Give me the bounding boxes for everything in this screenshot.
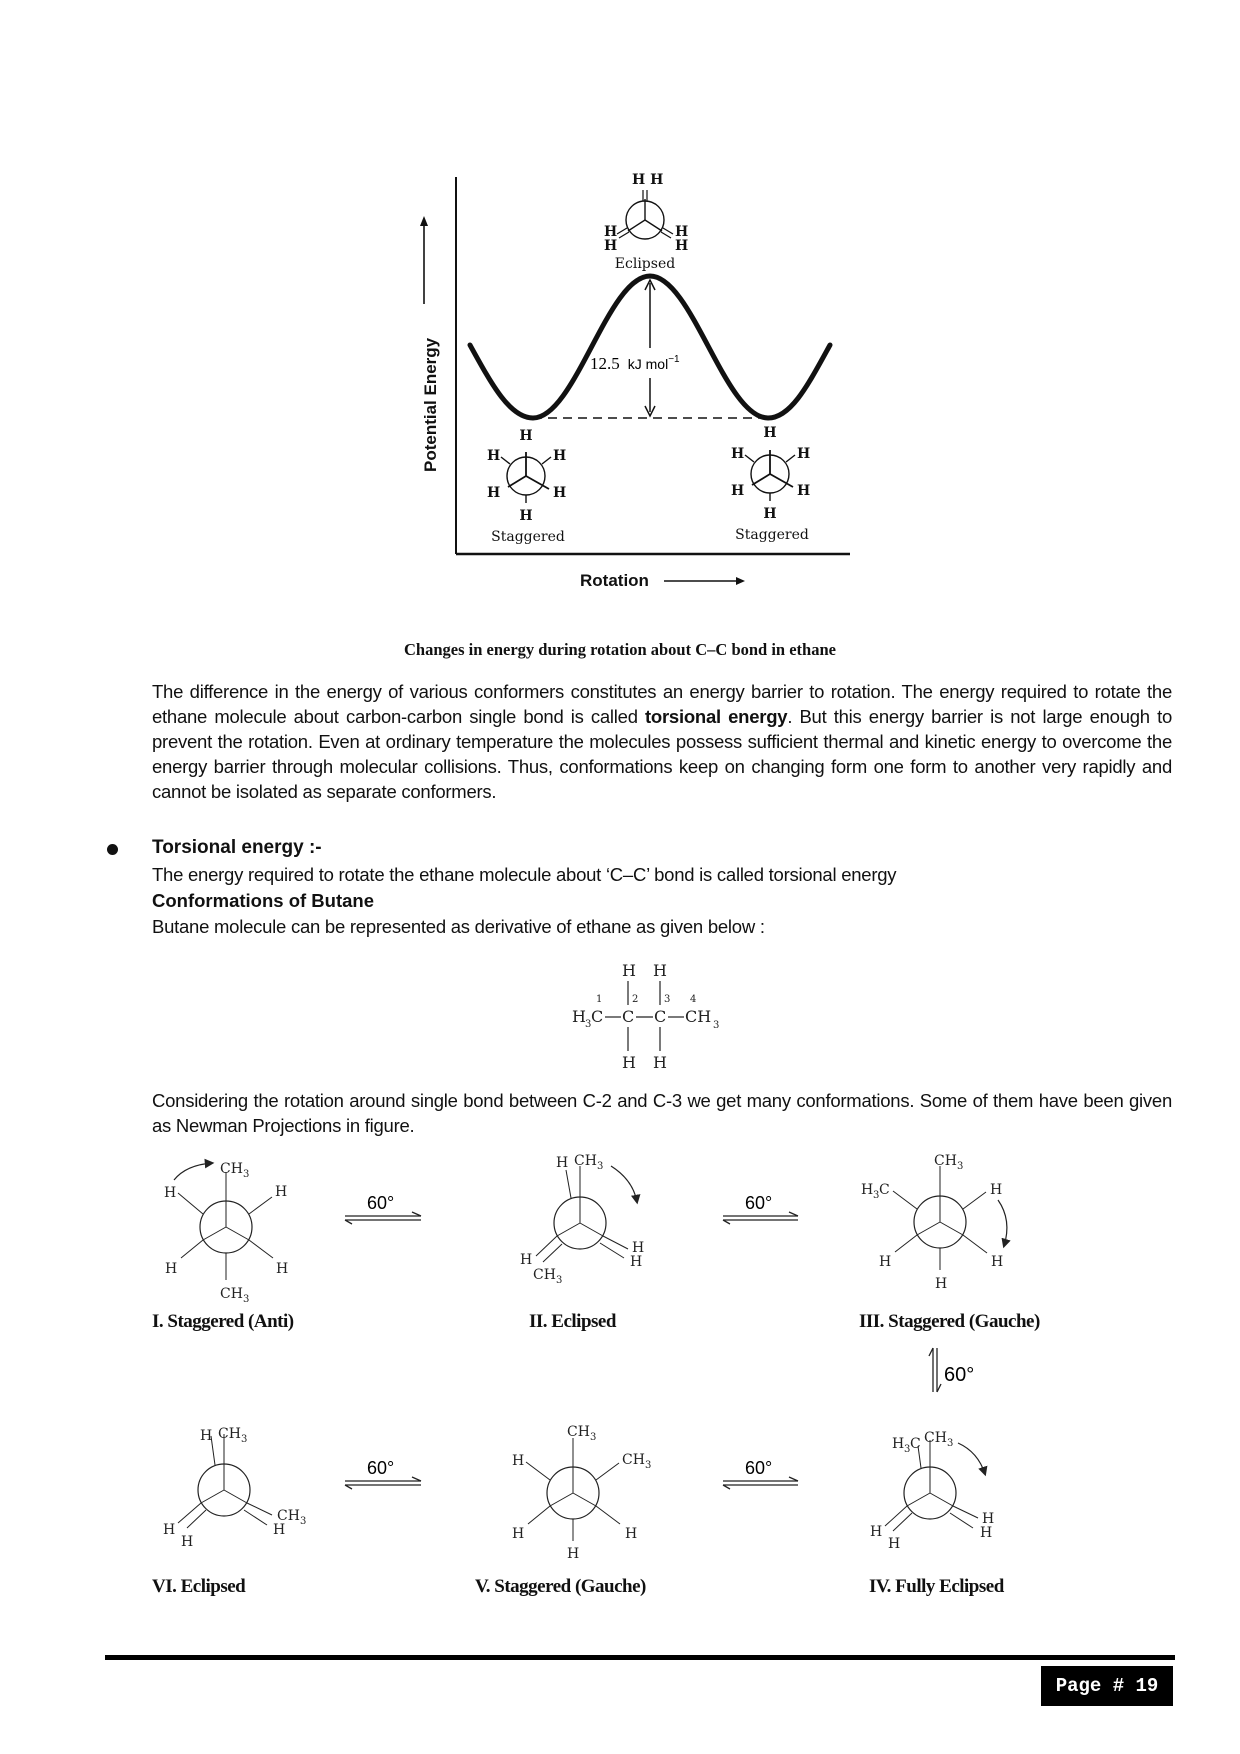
svg-text:CH: CH — [277, 1508, 300, 1524]
svg-text:H: H — [487, 485, 501, 501]
svg-text:H: H — [731, 483, 745, 499]
svg-text:H: H — [604, 238, 618, 254]
torsional-definition: The energy required to rotate the ethane molecule about ‘C–C’ bond is called torsional energy — [152, 864, 897, 885]
svg-text:H: H — [675, 224, 689, 240]
svg-text:H: H — [487, 448, 501, 464]
equilibrium-arrow-III-IV — [929, 1348, 974, 1392]
svg-text:3: 3 — [590, 1432, 597, 1443]
svg-text:60°: 60° — [367, 1193, 395, 1213]
equilibrium-arrow-VI-V — [345, 1458, 421, 1489]
svg-text:H: H — [630, 1254, 643, 1270]
svg-text:3: 3 — [664, 994, 671, 1005]
svg-text:H: H — [519, 428, 533, 444]
svg-text:H: H — [512, 1453, 525, 1469]
label-VI-eclipsed: VI. Eclipsed — [152, 1576, 246, 1597]
butane-conformations-figure — [0, 1150, 1240, 1630]
svg-text:3: 3 — [947, 1438, 954, 1449]
energy-diagram-svg — [0, 0, 1240, 600]
svg-text:H: H — [879, 1254, 892, 1270]
newman-V-staggered-gauche — [512, 1424, 651, 1562]
svg-text:C: C — [591, 1007, 604, 1026]
ethane-energy-diagram — [0, 0, 1240, 600]
svg-text:H: H — [797, 446, 811, 462]
newman-VI-eclipsed — [163, 1426, 306, 1550]
svg-text:H: H — [572, 1007, 586, 1026]
svg-text:H: H — [731, 446, 745, 462]
svg-text:H: H — [991, 1254, 1004, 1270]
svg-text:H H: H H — [632, 172, 664, 188]
svg-text:CH: CH — [574, 1153, 597, 1169]
svg-text:H: H — [892, 1436, 905, 1452]
energy-barrier-label: 12.5 kJ mol$^{-1}$ — [590, 354, 680, 373]
staggered-newman-left — [487, 428, 566, 545]
svg-text:H: H — [861, 1182, 874, 1198]
svg-text:3: 3 — [645, 1460, 652, 1471]
svg-text:H: H — [625, 1526, 638, 1542]
label-II-eclipsed: II. Eclipsed — [529, 1311, 616, 1332]
svg-text:H: H — [675, 238, 689, 254]
svg-text:H: H — [520, 1252, 533, 1268]
svg-text:CH: CH — [685, 1007, 712, 1026]
bullet-icon — [107, 844, 118, 855]
svg-text:CH: CH — [934, 1153, 957, 1169]
butane-intro: Butane molecule can be represented as derivative of ethane as given below : — [152, 916, 765, 937]
equilibrium-arrow-I-II — [345, 1193, 421, 1224]
svg-text:H: H — [935, 1276, 948, 1292]
footer-rule — [105, 1655, 1175, 1660]
eclipsed-label: Eclipsed — [614, 256, 676, 272]
torsional-heading: Torsional energy :- — [152, 837, 322, 858]
svg-text:H: H — [567, 1546, 580, 1562]
newman-II-eclipsed — [520, 1153, 644, 1286]
svg-text:60°: 60° — [745, 1458, 773, 1478]
equilibrium-arrow-V-IV — [723, 1458, 798, 1489]
svg-text:H: H — [797, 483, 811, 499]
figure-caption: Changes in energy during rotation about C–C bond in ethane — [404, 640, 836, 659]
butane-subheading: Conformations of Butane — [152, 890, 374, 911]
svg-text:C: C — [654, 1007, 667, 1026]
rotation-arrow-icon — [611, 1166, 637, 1202]
svg-text:60°: 60° — [944, 1364, 975, 1386]
label-IV-fully-eclipsed: IV. Fully Eclipsed — [869, 1576, 1004, 1597]
svg-text:3: 3 — [300, 1516, 307, 1527]
svg-text:H: H — [163, 1522, 176, 1538]
svg-text:CH: CH — [924, 1430, 947, 1446]
svg-text:H: H — [604, 224, 618, 240]
svg-text:CH: CH — [220, 1286, 243, 1302]
x-axis-label: Rotation — [580, 571, 649, 590]
staggered-right-label: Staggered — [735, 527, 809, 543]
svg-text:CH: CH — [220, 1161, 243, 1177]
staggered-newman-right — [731, 425, 810, 543]
svg-text:1: 1 — [596, 994, 603, 1005]
svg-text:H: H — [632, 1240, 645, 1256]
label-III-staggered-gauche: III. Staggered (Gauche) — [859, 1311, 1040, 1332]
page-number-badge: Page # 19 — [1041, 1666, 1173, 1706]
label-I-staggered-anti: I. Staggered (Anti) — [152, 1311, 294, 1332]
svg-text:60°: 60° — [367, 1458, 395, 1478]
svg-text:H: H — [763, 425, 777, 441]
paragraph-newman-intro: Considering the rotation around single bond between C-2 and C-3 we get many conformations. Some of them have been given as Newman Projections in figure. — [152, 1090, 1172, 1136]
svg-text:H: H — [556, 1155, 569, 1171]
rotation-arrow-icon — [174, 1163, 212, 1180]
svg-text:3: 3 — [873, 1190, 880, 1201]
paragraph-energy-barrier: The difference in the energy of various conformers constitutes an energy barrier to rotation. The energy required to rotate the ethane molecule about carbon-carbon single bond is called torsional energy. But this energy barrier is not large enough to prevent the rotation. Even at ordinary temperature the molecules possess sufficient thermal and kinetic energy to overcome the energy barrier through molecular collisions. Thus, conformations keep on changing form one form to another very rapidly and cannot be isolated as separate conformers. — [152, 681, 1173, 802]
eclipsed-newman-projection — [604, 172, 688, 272]
svg-text:CH: CH — [567, 1424, 590, 1440]
y-axis-label: Potential Energy — [421, 337, 440, 472]
svg-text:H: H — [553, 448, 567, 464]
svg-text:H: H — [273, 1522, 286, 1538]
svg-text:C: C — [879, 1182, 890, 1198]
svg-text:H: H — [512, 1526, 525, 1542]
svg-text:3: 3 — [957, 1161, 964, 1172]
svg-text:H: H — [276, 1261, 289, 1277]
svg-text:CH: CH — [533, 1267, 556, 1283]
svg-text:H: H — [164, 1185, 177, 1201]
svg-text:H: H — [200, 1428, 213, 1444]
svg-text:H: H — [181, 1534, 194, 1550]
svg-text:3: 3 — [556, 1275, 563, 1286]
svg-text:H: H — [622, 961, 636, 980]
svg-text:3: 3 — [904, 1444, 911, 1455]
svg-text:C: C — [622, 1007, 635, 1026]
svg-text:H: H — [653, 961, 667, 980]
newman-I-staggered-anti — [164, 1161, 288, 1305]
svg-text:H: H — [519, 508, 533, 524]
butane-structural-formula — [550, 955, 740, 1075]
svg-text:H: H — [165, 1261, 178, 1277]
rotation-arrow-icon — [998, 1200, 1007, 1246]
svg-text:3: 3 — [243, 1169, 250, 1180]
svg-text:60°: 60° — [745, 1193, 773, 1213]
svg-text:H: H — [982, 1511, 995, 1527]
svg-text:H: H — [275, 1184, 288, 1200]
rotation-arrow-icon — [958, 1443, 985, 1474]
staggered-left-label: Staggered — [491, 529, 565, 545]
svg-text:H: H — [870, 1524, 883, 1540]
svg-text:3: 3 — [597, 1161, 604, 1172]
svg-text:3: 3 — [243, 1294, 250, 1305]
equilibrium-arrow-II-III — [723, 1193, 798, 1224]
torsional-energy-term: torsional energy — [645, 706, 788, 727]
svg-text:H: H — [553, 485, 567, 501]
label-V-staggered-gauche: V. Staggered (Gauche) — [475, 1576, 646, 1597]
newman-IV-fully-eclipsed — [870, 1430, 994, 1552]
svg-text:CH: CH — [218, 1426, 241, 1442]
svg-text:H: H — [980, 1525, 993, 1541]
svg-text:4: 4 — [690, 994, 697, 1005]
svg-text:3: 3 — [713, 1020, 720, 1031]
newman-III-staggered-gauche — [861, 1153, 1007, 1292]
svg-text:H: H — [653, 1053, 667, 1072]
svg-text:C: C — [910, 1436, 921, 1452]
svg-text:CH: CH — [622, 1452, 645, 1468]
svg-text:H: H — [888, 1536, 901, 1552]
svg-text:H: H — [990, 1182, 1003, 1198]
svg-text:H: H — [763, 506, 777, 522]
svg-text:3: 3 — [585, 1019, 592, 1030]
svg-text:H: H — [622, 1053, 636, 1072]
svg-text:2: 2 — [632, 994, 639, 1005]
svg-text:3: 3 — [241, 1434, 248, 1445]
